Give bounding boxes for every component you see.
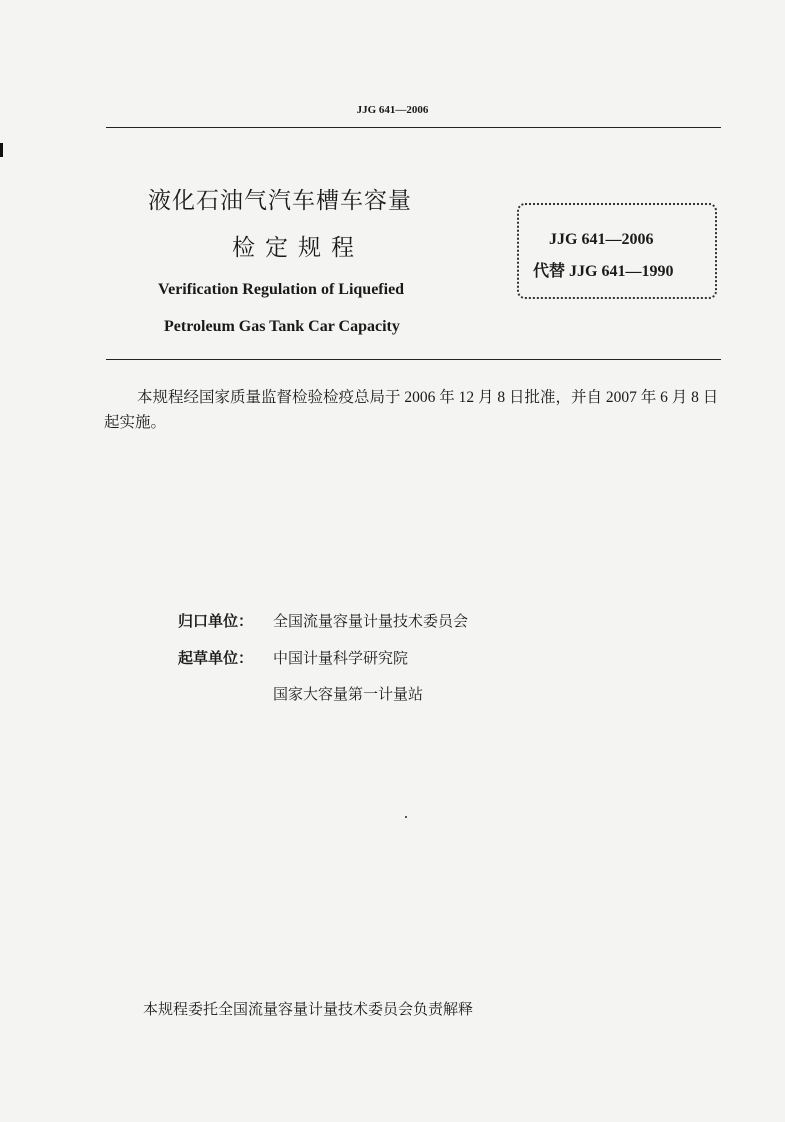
standard-code-box — [517, 203, 717, 299]
approval-statement: 本规程经国家质量监督检验检疫总局于 2006 年 12 月 8 日批准，并自 2007 年 6 月 8 日起实施。 — [104, 389, 719, 431]
header-rule — [106, 127, 721, 128]
interpretation-note: 本规程委托全国流量容量计量技术委员会负责解释 — [143, 1000, 474, 1018]
responsible-unit-label: 归口单位： — [178, 612, 254, 630]
drafting-unit-value-1: 中国计量科学研究院 — [273, 649, 409, 667]
drafting-unit-value-2: 国家大容量第一计量站 — [273, 685, 424, 703]
title-zh-line2: 检定规程 — [232, 235, 364, 261]
title-rule — [106, 359, 721, 360]
title-en-line2: Petroleum Gas Tank Car Capacity — [164, 318, 400, 335]
standard-code: JJG 641—2006 — [549, 231, 654, 248]
drafting-unit-label: 起草单位： — [178, 649, 254, 667]
responsible-unit-value: 全国流量容量计量技术委员会 — [273, 612, 469, 630]
scan-speck — [405, 816, 407, 818]
title-en-line1: Verification Regulation of Liquefied — [158, 281, 405, 298]
scan-edge-mark — [0, 143, 3, 157]
header-standard-code: JJG 641—2006 — [356, 104, 429, 116]
title-zh-line1: 液化石油气汽车槽车容量 — [148, 188, 412, 214]
replaced-standard-code: 代替 JJG 641—1990 — [533, 263, 674, 280]
